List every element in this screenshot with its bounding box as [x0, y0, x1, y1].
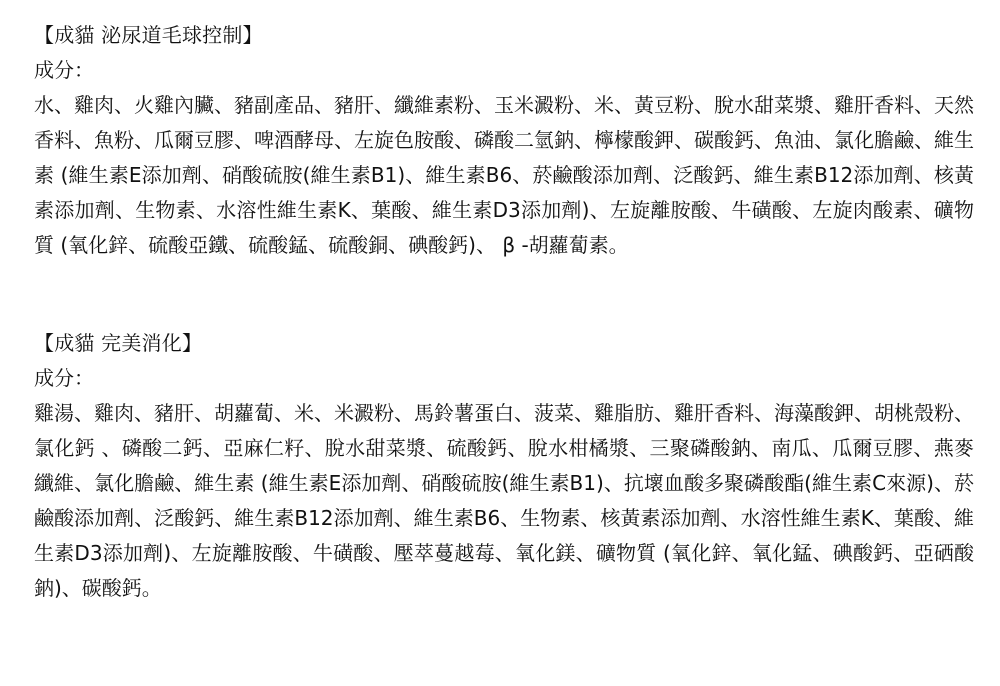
perfect-digestion-formula-section: [34, 326, 974, 606]
ingredients-label: 成分：: [34, 58, 94, 82]
ingredients-text: 雞湯、雞肉、豬肝、胡蘿蔔、米、米澱粉、馬鈴薯蛋白、菠菜、雞脂肪、雞肝香料、海藻酸鉀、胡桃殼粉、氯化鈣 、磷酸二鈣、亞麻仁籽、脫水甜菜漿、硫酸鈣、脫水柑橘漿、三聚磷酸鈉、南瓜、瓜爾豆膠、燕麥纖維、氯化膽鹼、維生素 (維生素E添加劑、硝酸硫胺(維生素B1)、抗壞血酸多聚磷酸酯(維生素C來源)、菸鹼酸添加劑、泛酸鈣、維生素B12添加劑、維生素B6、生物素、核黃素添加劑、水溶性維生素K、葉酸、維生素D3添加劑)、左旋離胺酸、牛磺酸、壓萃蔓越莓、氧化鎂、礦物質 (氧化鋅、氧化錳、碘酸鈣、亞硒酸鈉)、碳酸鈣。: [34, 401, 974, 600]
section-title: 【成貓 完美消化】: [34, 331, 203, 355]
urinary-hairball-formula-section: [34, 18, 974, 263]
section-title: 【成貓 泌尿道毛球控制】: [34, 23, 263, 47]
ingredients-text: 水、雞肉、火雞內臟、豬副產品、豬肝、纖維素粉、玉米澱粉、米、黃豆粉、脫水甜菜漿、雞肝香料、天然香料、魚粉、瓜爾豆膠、啤酒酵母、左旋色胺酸、磷酸二氫鈉、檸檬酸鉀、碳酸鈣、魚油、氯化膽鹼、維生素 (維生素E添加劑、硝酸硫胺(維生素B1)、維生素B6、菸鹼酸添加劑、泛酸鈣、維生素B12添加劑、核黃素添加劑、生物素、水溶性維生素K、葉酸、維生素D3添加劑)、左旋離胺酸、牛磺酸、左旋肉酸素、礦物質 (氧化鋅、硫酸亞鐵、硫酸錳、硫酸銅、碘酸鈣)、 β -胡蘿蔔素。: [34, 93, 974, 257]
ingredients-label: 成分：: [34, 366, 94, 390]
